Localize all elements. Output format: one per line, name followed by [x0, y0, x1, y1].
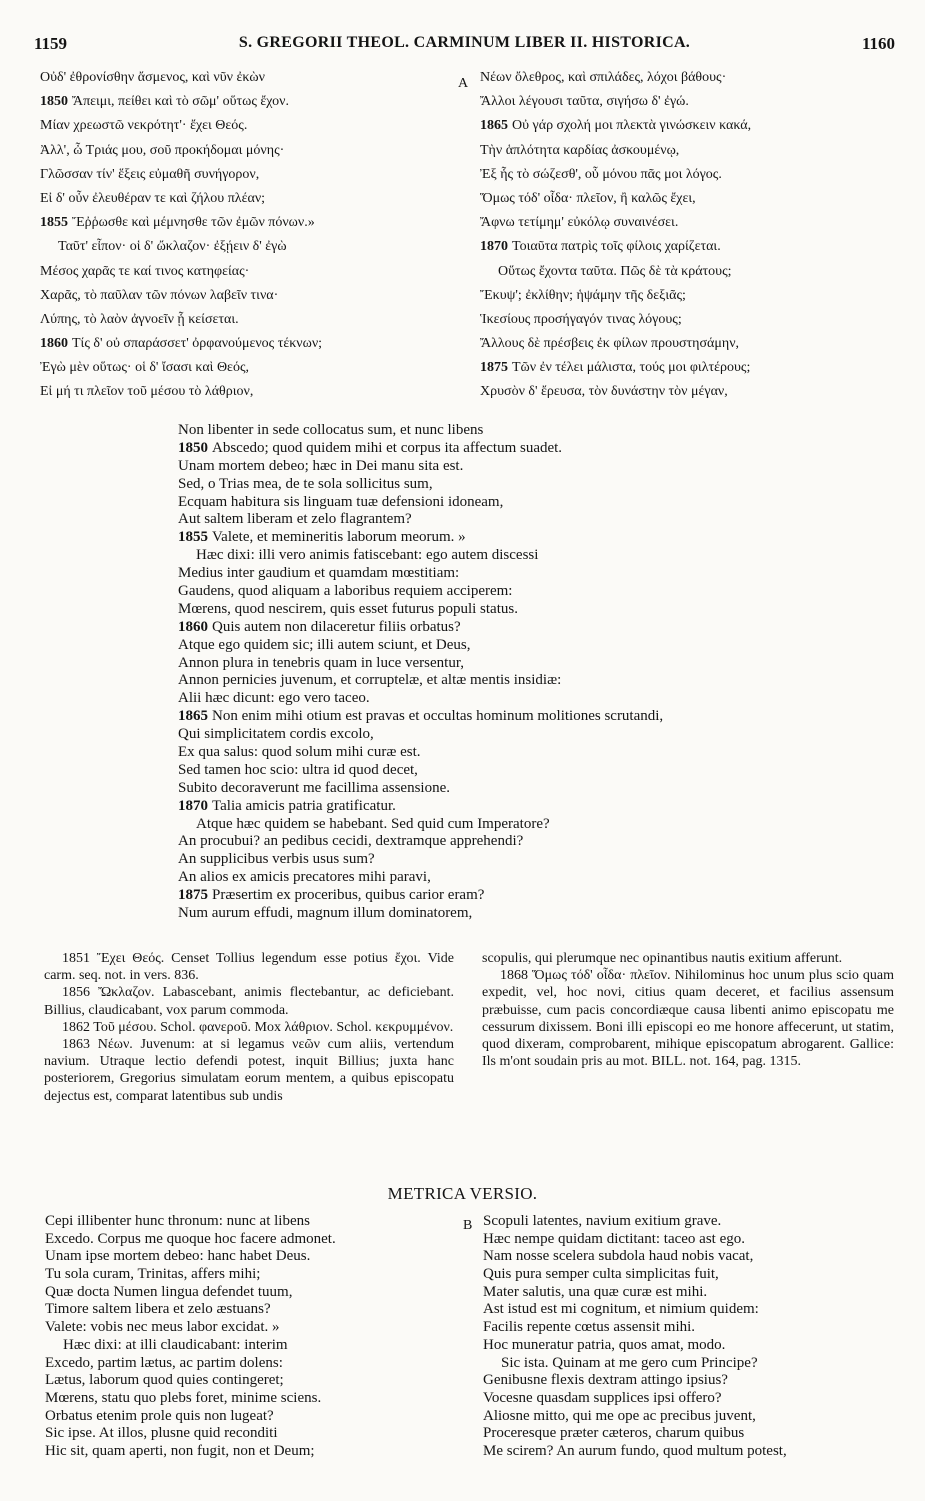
verse-text: Ἱκεσίους προσήγαγόν τινας λόγους;: [480, 311, 682, 327]
verse-text: Οὕτως ἔχοντα ταῦτα. Πῶς δὲ τὰ κράτους;: [498, 263, 732, 279]
greek-verse-line: [40, 114, 460, 138]
verse-text: Excedo. Corpus me quoque hoc facere admonet.: [45, 1230, 336, 1247]
greek-verse-line: [480, 380, 900, 404]
verse-text: Atque hæc quidem se habebant. Sed quid cum Imperatore?: [196, 815, 550, 832]
greek-text-right-column: [480, 66, 900, 405]
footnote: 1862 Τοῦ μέσου. Schol. φανεροῦ. Mox λάθριον. Schol. κεκρυμμένον.: [62, 1019, 454, 1035]
verse-text: Ἄλλοι λέγουσι ταῦτα, σιγήσω δ' ἐγώ.: [480, 94, 689, 110]
versio-verse-line: [45, 1372, 465, 1390]
verse-text: Ἔῤῥωσθε καὶ μέμνησθε τῶν ἐμῶν πόνων.»: [72, 215, 315, 231]
verse-text: An supplicibus verbis usus sum?: [178, 851, 375, 868]
verse-text: Τὴν ἁπλότητα καρδίας ἀσκουμένῳ,: [480, 142, 680, 158]
verse-text: Quis pura semper culta simplicitas fuit,: [483, 1266, 719, 1283]
verse-text: Scopuli latentes, navium exitium grave.: [483, 1213, 722, 1229]
verse-text: Mater salutis, una quæ curæ est mihi.: [483, 1283, 708, 1300]
verse-number: 1870: [178, 797, 208, 814]
verse-text: Τοιαῦτα πατρὶς τοῖς φίλοις χαρίζεται.: [512, 239, 721, 255]
verse-text: Sic ista. Quinam at me gero cum Principe?: [501, 1354, 758, 1371]
verse-number: 1875: [480, 360, 508, 376]
verse-number: 1860: [178, 618, 208, 635]
verse-text: Orbatus etenim prole quis non lugeat?: [45, 1407, 274, 1424]
verse-text: Unam mortem debeo; hæc in Dei manu sita est.: [178, 457, 464, 474]
column-marker-a: A: [458, 76, 469, 91]
verse-text: Ecquam habitura sis linguam tuæ defensioni idoneam,: [178, 493, 504, 510]
versio-verse-line: [45, 1390, 465, 1408]
verse-text: Ἐξ ἧς τὸ σώζεσθ', οὗ μόνου πᾶς μοι λόγος.: [480, 166, 722, 182]
verse-text: Ἄπειμι, πείθει καὶ τὸ σῶμ' οὕτως ἔχον.: [72, 94, 290, 110]
verse-text: Lætus, laborum quod quies contingeret;: [45, 1372, 284, 1389]
latin-verse-line: [178, 655, 878, 673]
section-title: METRICA VERSIO.: [387, 1184, 538, 1203]
latin-verse-line: [178, 565, 878, 583]
verse-number: 1870: [480, 239, 508, 255]
verse-text: Num aurum effudi, magnum illum dominatorem,: [178, 905, 473, 922]
verse-text: Ταῦτ' εἶπον· οἱ δ' ὤκλαζον· ἐξῄειν δ' ἐγὼ: [58, 239, 287, 255]
latin-verse-line: [178, 601, 878, 619]
latin-verse-line: [178, 780, 878, 798]
verse-text: Præsertim ex proceribus, quibus carior eram?: [212, 887, 485, 904]
verse-text: An procubui? an pedibus cecidi, dextramque apprehendi?: [178, 833, 524, 850]
verse-text: Cepi illibenter hunc thronum: nunc at libens: [45, 1213, 310, 1229]
latin-verse-line: [178, 637, 878, 655]
greek-verse-line: [40, 356, 460, 380]
verse-text: Annon plura in tenebris quam in luce versentur,: [178, 654, 464, 671]
versio-verse-line: [483, 1390, 903, 1408]
verse-text: Non enim mihi otium est pravas et occultas hominum molitiones scrutandi,: [212, 708, 664, 725]
versio-verse-line: [483, 1425, 903, 1443]
greek-verse-line: [480, 90, 900, 114]
verse-text: Οὐ γάρ σχολή μοι πλεκτὰ γινώσκειν κακά,: [512, 118, 752, 134]
verse-number: 1855: [40, 215, 68, 231]
verse-text: Sed, o Trias mea, de te sola sollicitus sum,: [178, 475, 433, 492]
latin-verse-line: [178, 708, 878, 726]
versio-verse-line: [483, 1213, 903, 1231]
verse-text: Aliosne mitto, qui me ope ac precibus juvent,: [483, 1407, 756, 1424]
footnote: 1863 Νέων. Juvenum: at si legamus νεῶν cum aliis, vertendum navium. Utraque lectio defendi potest, inquit Billius; juxta hanc posteriorem, Gregorius simulatam eorum mentem, a quibus episcopatu dejectus est, comparat latentibus sub undis: [44, 1037, 454, 1104]
greek-verse-line: [480, 284, 900, 308]
verse-text: Talia amicis patria gratificatur.: [212, 797, 396, 814]
verse-text: Εἰ μή τι πλεῖον τοῦ μέσου τὸ λάθριον,: [40, 384, 254, 400]
verse-text: Χαρᾶς, τὸ παῦλαν τῶν πόνων λαβεῖν τινα·: [40, 287, 279, 303]
verse-text: Mœrens, statu quo plebs foret, minime sciens.: [45, 1389, 322, 1406]
footnote: 1851 Ἔχει Θεός. Censet Tollius legendum esse potius ἔχοι. Vide carm. seq. not. in vers. 836.: [44, 951, 454, 984]
verse-text: Μίαν χρεωστῶ νεκρότητ'· ἔχει Θεός.: [40, 118, 248, 134]
latin-verse-line: [178, 583, 878, 601]
verse-text: Nam nosse scelera subdola haud nobis vacat,: [483, 1248, 754, 1265]
latin-verse-line: [178, 726, 878, 744]
verse-text: Abscedo; quod quidem mihi et corpus ita affectum suadet.: [212, 439, 563, 456]
versio-verse-line: [483, 1266, 903, 1284]
verse-text: Ἄλλους δὲ πρέσβεις ἐκ φίλων προυστησάμην,: [480, 336, 740, 352]
verse-text: Qui simplicitatem cordis excolo,: [178, 726, 374, 743]
versio-verse-line: [483, 1284, 903, 1302]
running-head: [34, 34, 895, 58]
verse-text: Ἄφνω τετίμημ' εὐκόλῳ συναινέσει.: [480, 215, 679, 231]
verse-text: Timore saltem libera et zelo æstuans?: [45, 1301, 271, 1318]
greek-verse-line: [40, 139, 460, 163]
verse-text: Atque ego quidem sic; illi autem sciunt, et Deus,: [178, 636, 471, 653]
verse-text: Sic ipse. At illos, plusne quid reconditi: [45, 1425, 278, 1442]
latin-verse-line: [178, 529, 878, 547]
greek-verse-line: [40, 235, 460, 259]
verse-text: Genibusne flexis dextram attingo ipsius?: [483, 1372, 728, 1389]
versio-verse-line: [45, 1248, 465, 1266]
latin-verse-line: [178, 672, 878, 690]
latin-verse-line: [178, 744, 878, 762]
verse-text: Οὐδ' ἐθρονίσθην ἄσμενος, καὶ νῦν ἐκὼν: [40, 70, 265, 85]
verse-text: Unam ipse mortem debeo: hanc habet Deus.: [45, 1248, 311, 1265]
verse-text: Ὅμως τόδ' οἶδα· πλεῖον, ἢ καλῶς ἔχει,: [480, 190, 696, 206]
notes-left-column: [44, 950, 454, 1105]
versio-verse-line: [483, 1248, 903, 1266]
verse-text: Tu sola curam, Trinitas, affers mihi;: [45, 1266, 261, 1283]
verse-text: Quis autem non dilaceretur filiis orbatus?: [212, 618, 461, 635]
verse-text: Subito decoraverunt me facillima assensione.: [178, 779, 450, 796]
verse-text: Γλῶσσαν τίν' ἕξεις εὐμαθῆ συνήγορον,: [40, 166, 260, 182]
verse-text: Non libenter in sede collocatus sum, et nunc libens: [178, 422, 484, 438]
versio-verse-line: [45, 1355, 465, 1373]
verse-number: 1850: [40, 94, 68, 110]
verse-text: Proceresque præter cæteros, charum quibus: [483, 1425, 745, 1442]
verse-text: Vocesne quasdam supplices ipsi offero?: [483, 1389, 722, 1406]
latin-verse-line: [178, 422, 878, 440]
verse-text: Ἐγὼ μὲν οὕτως· οἱ δ' ἴσασι καὶ Θεός,: [40, 360, 249, 376]
greek-verse-line: [40, 284, 460, 308]
latin-verse-line: [178, 690, 878, 708]
verse-number: 1860: [40, 336, 68, 352]
greek-verse-line: [40, 260, 460, 284]
verse-text: Sed tamen hoc scio: ultra id quod decet,: [178, 761, 418, 778]
versio-verse-line: [483, 1337, 903, 1355]
greek-verse-line: [480, 308, 900, 332]
versio-verse-line: [45, 1284, 465, 1302]
latin-translation: [178, 422, 878, 923]
greek-verse-line: [480, 211, 900, 235]
latin-verse-line: [178, 511, 878, 529]
verse-text: Ἔκυψ'; ἐκλίθην; ἡψάμην τῆς δεξιᾶς;: [480, 287, 686, 303]
verse-text: Νέων ὄλεθρος, καὶ σπιλάδες, λόχοι βάθους·: [480, 70, 727, 85]
versio-verse-line: [483, 1319, 903, 1337]
greek-verse-line: [40, 211, 460, 235]
greek-verse-line: [480, 163, 900, 187]
verse-text: Χρυσὸν δ' ἔρευσα, τὸν δυνάστην τὸν μέγαν,: [480, 384, 728, 400]
versio-verse-line: [45, 1301, 465, 1319]
greek-verse-line: [480, 332, 900, 356]
verse-text: Εἰ δ' οὖν ἐλευθέραν τε καὶ ζήλου πλέαν;: [40, 190, 266, 206]
verse-text: Ἀλλ', ὦ Τριάς μου, σοῦ προκήδομαι μόνης·: [40, 142, 285, 158]
versio-verse-line: [45, 1408, 465, 1426]
verse-text: Valete: vobis nec meus labor excidat. »: [45, 1319, 280, 1336]
latin-verse-line: [178, 816, 878, 834]
page-title: S. GREGORII THEOL. CARMINUM LIBER II. HISTORICA.: [238, 34, 691, 51]
latin-verse-line: [178, 440, 878, 458]
versio-verse-line: [483, 1355, 903, 1373]
footnote: 1868 Ὅμως τόδ' οἶδα· πλεῖον. Nihilominus hoc unum plus scio quam expedit, vel, hoc novi, citius quam deceret, et facilius assensum præbuisse, cum pacis concordiæque causa libenti animo episcopatu me cessurum dixissem. Boni illi episcopi eo me honore affecerunt, ut statim, quod dixeram, comprobarent, mihique episcopatum abrogarent. Gallice: Ils m'ont soudain pris au mot. BILL. not. 164, pag. 1315.: [482, 968, 894, 1070]
latin-verse-line: [178, 458, 878, 476]
greek-text-left-column: [40, 66, 460, 405]
versio-verse-line: [483, 1443, 903, 1461]
greek-verse-line: [40, 332, 460, 356]
verse-text: Hic sit, quam aperti, non fugit, non et Deum;: [45, 1442, 315, 1459]
versio-verse-line: [45, 1231, 465, 1249]
verse-text: Excedo, partim lætus, ac partim dolens:: [45, 1354, 283, 1371]
page-number-left: 1159: [34, 34, 68, 53]
latin-verse-line: [178, 494, 878, 512]
versio-verse-line: [483, 1372, 903, 1390]
verse-number: 1875: [178, 887, 208, 904]
footnote: scopulis, qui plerumque nec opinantibus nautis exitium afferunt.: [482, 951, 843, 966]
verse-text: Hoc muneratur patria, quos amat, modo.: [483, 1336, 726, 1353]
latin-verse-line: [178, 851, 878, 869]
verse-text: Me scirem? An aurum fundo, quod multum potest,: [483, 1442, 787, 1459]
verse-text: Quæ docta Numen lingua defendet tuum,: [45, 1283, 293, 1300]
versio-verse-line: [45, 1425, 465, 1443]
greek-verse-line: [40, 187, 460, 211]
verse-number: 1855: [178, 529, 208, 546]
versio-verse-line: [45, 1319, 465, 1337]
greek-verse-line: [480, 187, 900, 211]
latin-verse-line: [178, 905, 878, 923]
verse-text: Τῶν ἐν τέλει μάλιστα, τούς μοι φιλτέρους;: [512, 360, 751, 376]
versio-verse-line: [45, 1337, 465, 1355]
greek-verse-line: [40, 308, 460, 332]
footnote: 1856 Ὤκλαζον. Labascebant, animis flectebantur, ac deficiebant. Billius, claudicabant, vox parum commoda.: [44, 985, 454, 1018]
verse-text: Τίς δ' οὐ σπαράσσετ' ὀρφανούμενος τέκνων;: [72, 336, 323, 352]
versio-verse-line: [483, 1301, 903, 1319]
greek-verse-line: [480, 260, 900, 284]
versio-verse-line: [483, 1408, 903, 1426]
verse-text: An alios ex amicis precatores mihi paravi,: [178, 869, 431, 886]
verse-number: 1865: [178, 708, 208, 725]
column-marker-b: B: [463, 1218, 473, 1233]
page-number-right: 1160: [861, 34, 895, 53]
latin-verse-line: [178, 547, 878, 565]
verse-text: Hæc nempe quidam dictitant: taceo ast ego.: [483, 1230, 746, 1247]
verse-text: Ast istud est mi cognitum, et nimium quidem:: [483, 1301, 759, 1318]
latin-verse-line: [178, 833, 878, 851]
metrica-versio-left-column: [45, 1213, 465, 1461]
verse-text: Hæc dixi: illi vero animis fatiscebant: ego autem discessi: [196, 547, 539, 564]
latin-verse-line: [178, 762, 878, 780]
latin-verse-line: [178, 476, 878, 494]
verse-number: 1850: [178, 439, 208, 456]
notes-right-column: [482, 950, 894, 1070]
verse-text: Λύπης, τὸ λαὸν ἀγνοεῖν ᾗ κείσεται.: [40, 311, 239, 327]
latin-verse-line: [178, 798, 878, 816]
greek-verse-line: [480, 114, 900, 138]
verse-text: Medius inter gaudium et quamdam mœstitiam:: [178, 565, 460, 582]
greek-verse-line: [480, 139, 900, 163]
latin-verse-line: [178, 869, 878, 887]
versio-verse-line: [483, 1231, 903, 1249]
verse-text: Hæc dixi: at illi claudicabant: interim: [63, 1336, 288, 1353]
latin-verse-line: [178, 887, 878, 905]
verse-text: Aut saltem liberam et zelo flagrantem?: [178, 511, 412, 528]
verse-text: Valete, et memineritis laborum meorum. »: [212, 529, 466, 546]
verse-text: Mœrens, quod nescirem, quis esset futurus populi status.: [178, 600, 518, 617]
greek-verse-line: [480, 356, 900, 380]
metrica-versio-right-column: [483, 1213, 903, 1461]
greek-verse-line: [40, 66, 460, 90]
verse-text: Annon pernicies juvenum, et corruptelæ, et altæ mentis insidiæ:: [178, 672, 562, 689]
verse-text: Facilis repente cœtus assensit mihi.: [483, 1319, 696, 1336]
verse-text: Ex qua salus: quod solum mihi curæ est.: [178, 744, 421, 761]
greek-verse-line: [480, 235, 900, 259]
latin-verse-line: [178, 619, 878, 637]
greek-verse-line: [480, 66, 900, 90]
verse-number: 1865: [480, 118, 508, 134]
versio-verse-line: [45, 1213, 465, 1231]
greek-verse-line: [40, 380, 460, 404]
greek-verse-line: [40, 163, 460, 187]
greek-verse-line: [40, 90, 460, 114]
verse-text: Gaudens, quod aliquam a laboribus requiem acciperem:: [178, 583, 513, 600]
verse-text: Alii hæc dicunt: ego vero taceo.: [178, 690, 370, 707]
versio-verse-line: [45, 1266, 465, 1284]
verse-text: Μέσος χαρᾶς τε καί τινος κατηφείας·: [40, 263, 250, 279]
versio-verse-line: [45, 1443, 465, 1461]
